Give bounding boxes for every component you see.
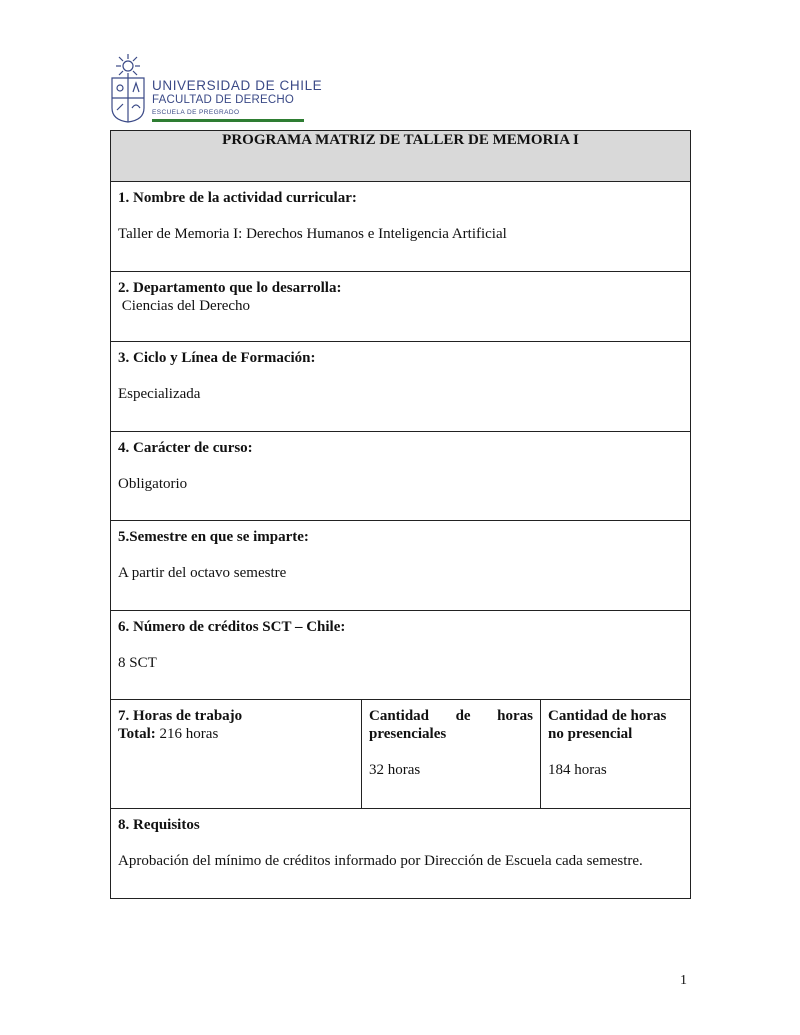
section-heading: 6. Número de créditos SCT – Chile: xyxy=(118,619,346,635)
section-credits xyxy=(111,611,691,700)
hours-no-presencial-line1: Cantidad de horas xyxy=(548,708,667,724)
section-heading: 8. Requisitos xyxy=(118,817,200,833)
university-logo xyxy=(108,52,323,124)
word: horas xyxy=(497,708,533,724)
section-value: Obligatorio xyxy=(118,476,188,492)
table-title: PROGRAMA MATRIZ DE TALLER DE MEMORIA I xyxy=(111,131,691,182)
section-value: A partir del octavo semestre xyxy=(118,565,287,581)
program-table xyxy=(110,130,691,899)
section-heading: 3. Ciclo y Línea de Formación: xyxy=(118,350,316,366)
section-value: 8 SCT xyxy=(118,655,157,671)
school-name: ESCUELA DE PREGRADO xyxy=(152,109,240,116)
section-activity-name xyxy=(111,182,691,272)
section-value: Taller de Memoria I: Derechos Humanos e Inteligencia Artificial xyxy=(118,226,507,242)
section-course-character xyxy=(111,432,691,521)
university-name: UNIVERSIDAD DE CHILE xyxy=(152,78,323,93)
section-department xyxy=(111,272,691,342)
section-value: Aprobación del mínimo de créditos informado por Dirección de Escuela cada semestre. xyxy=(118,853,643,869)
section-heading: 4. Carácter de curso: xyxy=(118,440,253,456)
hours-total-value: 216 horas xyxy=(155,726,219,742)
page-number: 1 xyxy=(680,973,687,988)
faculty-name: FACULTAD DE DERECHO xyxy=(152,94,295,106)
word: de xyxy=(455,708,471,724)
section-heading: 2. Departamento que lo desarrolla: xyxy=(118,280,342,296)
section-requirements xyxy=(111,809,691,899)
hours-presencial-cell xyxy=(362,700,541,809)
hours-presencial-line2: presenciales xyxy=(369,726,447,742)
hours-no-presencial-value: 184 horas xyxy=(548,762,607,778)
hours-total-cell xyxy=(111,700,362,809)
hours-total-label: Total: xyxy=(118,726,156,742)
section-heading: 1. Nombre de la actividad curricular: xyxy=(118,190,357,206)
hours-no-presencial-line2: no presencial xyxy=(548,726,633,742)
section-value: Especializada xyxy=(118,386,201,402)
hours-presencial-line1 xyxy=(369,707,533,725)
hours-presencial-value: 32 horas xyxy=(369,762,421,778)
section-value: Ciencias del Derecho xyxy=(118,298,251,314)
section-semester xyxy=(111,521,691,611)
word: Cantidad xyxy=(369,708,430,724)
university-crest-icon xyxy=(108,52,148,124)
logo-green-bar xyxy=(152,119,304,122)
hours-heading: 7. Horas de trabajo xyxy=(118,708,243,724)
section-cycle-line xyxy=(111,342,691,432)
hours-no-presencial-cell xyxy=(541,700,691,809)
section-heading: 5.Semestre en que se imparte: xyxy=(118,529,309,545)
